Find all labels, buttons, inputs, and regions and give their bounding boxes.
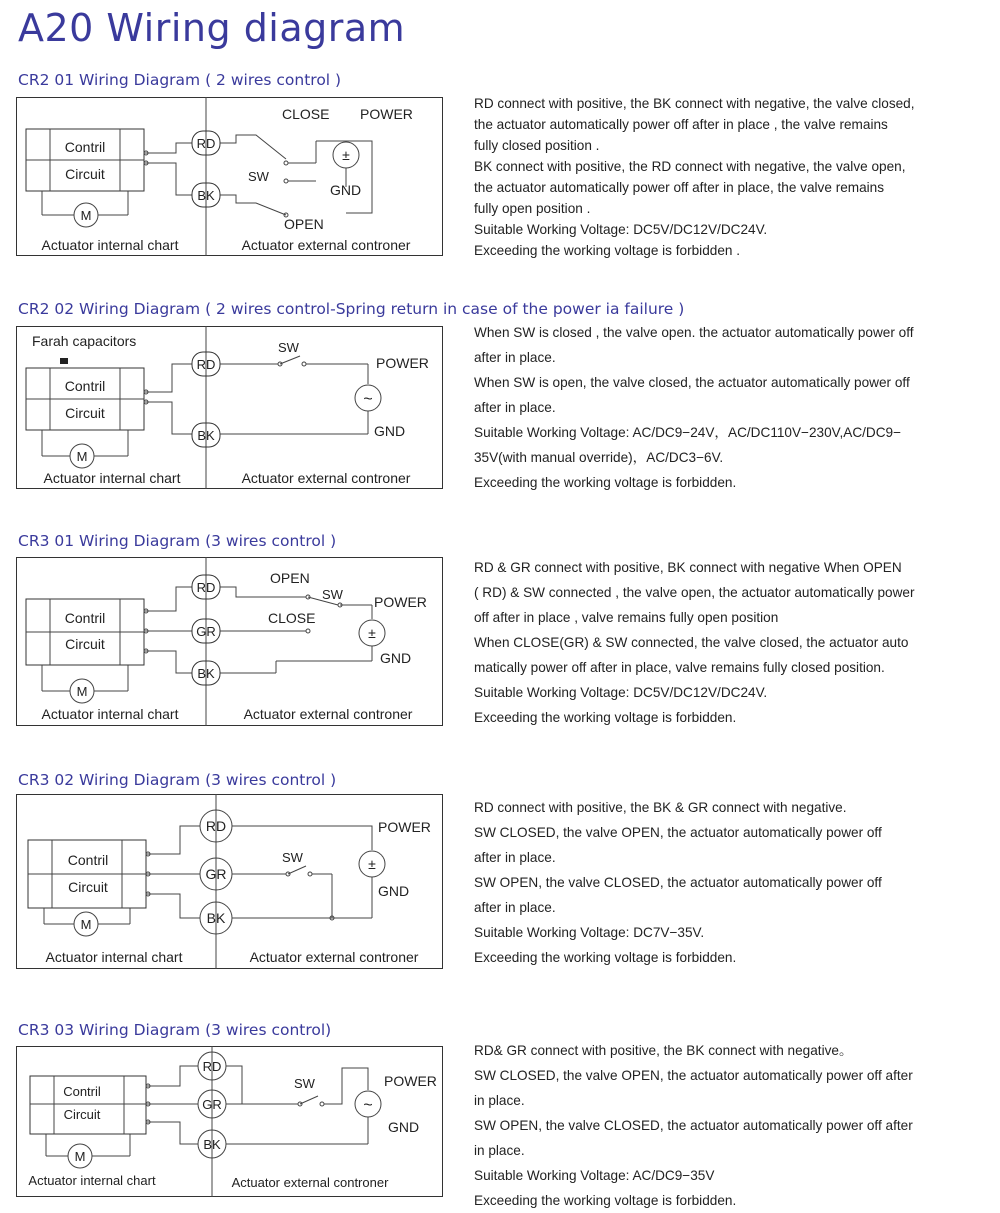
svg-text:±: ± — [368, 856, 376, 872]
section-title-cr3-02: CR3 02 Wiring Diagram (3 wires control ) — [18, 771, 337, 789]
external-controner-label: Actuator external controner — [241, 237, 411, 253]
svg-text:RD: RD — [196, 136, 216, 151]
external-controner-label: Actuator external controner — [243, 706, 413, 722]
description-cr3-03: RD& GR connect with positive, the BK connect with negative。 SW CLOSED, the valve OPEN, the actuator automatically power off after in place. SW OPEN, the valve CLOSED, the actuator automatically power off after in place. Suitable Working Voltage: AC/DC9−35V Exceeding the working voltage is forbidden. — [474, 1043, 913, 1208]
section-title-cr2-01: CR2 01 Wiring Diagram ( 2 wires control ) — [18, 71, 342, 89]
internal-chart-label: Actuator internal chart — [41, 706, 179, 722]
section-title-cr3-03: CR3 03 Wiring Diagram (3 wires control) — [18, 1021, 332, 1039]
circuit-label: Circuit — [65, 166, 105, 182]
close-label: CLOSE — [268, 610, 316, 626]
power-label: POWER — [378, 819, 431, 835]
motor-label: M — [76, 684, 88, 699]
svg-text:BK: BK — [197, 188, 215, 203]
control-label: Contril — [64, 378, 106, 394]
svg-text:RD: RD — [205, 818, 227, 834]
gnd-label: GND — [378, 883, 410, 899]
control-label: Contril — [63, 1084, 101, 1099]
open-label: OPEN — [270, 570, 310, 586]
diagram-cr2-02 — [16, 326, 444, 490]
switch-label: SW — [294, 1076, 315, 1091]
svg-text:BK: BK — [197, 428, 215, 443]
diagram-cr3-03 — [16, 1046, 444, 1198]
svg-text:BK: BK — [206, 910, 226, 926]
svg-text:BK: BK — [203, 1137, 221, 1152]
description-cr2-02: When SW is closed , the valve open. the actuator automatically power off after in place. When SW is open, the valve closed, the actuator automatically power off after in place. Suitable Working Voltage: AC/DC9−24V，AC/DC110V−230V,AC/DC9− 35V(with manual override)，AC/DC3−6V. Exceeding the working voltage is forbidden. — [474, 325, 914, 490]
svg-text:GR: GR — [205, 866, 227, 882]
switch-label: SW — [322, 587, 343, 602]
internal-chart-label: Actuator internal chart — [43, 470, 181, 486]
section-title-cr2-02: CR2 02 Wiring Diagram ( 2 wires control-Spring return in case of the power ia failure ) — [18, 300, 685, 318]
switch-label: SW — [248, 169, 269, 184]
circuit-label: Circuit — [65, 636, 105, 652]
circuit-label: Circuit — [68, 879, 108, 895]
close-label: CLOSE — [282, 106, 330, 122]
motor-label: M — [74, 1149, 86, 1164]
farah-capacitors-label: Farah capacitors — [32, 333, 137, 349]
svg-text:RD: RD — [196, 357, 216, 372]
external-controner-label: Actuator external controner — [249, 949, 419, 965]
external-controner-label: Actuator external controner — [231, 1175, 389, 1190]
svg-text:~: ~ — [363, 1097, 373, 1114]
capacitor-icon — [60, 358, 68, 364]
switch-label: SW — [278, 340, 299, 355]
power-label: POWER — [374, 594, 427, 610]
control-label: Contril — [67, 852, 109, 868]
switch-label: SW — [282, 850, 303, 865]
motor-label: M — [76, 449, 88, 464]
diagram-cr3-01 — [16, 557, 444, 727]
svg-text:GR: GR — [196, 624, 216, 639]
internal-chart-label: Actuator internal chart — [41, 237, 179, 253]
power-label: POWER — [376, 355, 429, 371]
circuit-label: Circuit — [63, 1107, 101, 1122]
diagram-cr3-02 — [16, 794, 444, 970]
svg-text:~: ~ — [363, 391, 373, 408]
svg-text:±: ± — [342, 147, 350, 163]
diagram-cr2-01 — [16, 97, 444, 257]
internal-chart-label: Actuator internal chart — [45, 949, 183, 965]
svg-text:RD: RD — [202, 1059, 222, 1074]
open-label: OPEN — [284, 216, 324, 232]
gnd-label: GND — [388, 1119, 420, 1135]
svg-text:BK: BK — [197, 666, 215, 681]
description-cr3-02: RD connect with positive, the BK & GR connect with negative. SW CLOSED, the valve OPEN, the actuator automatically power off after in place. SW OPEN, the valve CLOSED, the actuator automatically power off after in place. Suitable Working Voltage: DC7V−35V. Exceeding the working voltage is forbidden. — [474, 800, 882, 965]
internal-chart-label: Actuator internal chart — [28, 1173, 156, 1188]
svg-text:RD: RD — [196, 580, 216, 595]
motor-label: M — [80, 208, 92, 223]
control-label: Contril — [64, 610, 106, 626]
external-controner-label: Actuator external controner — [241, 470, 411, 486]
svg-text:GR: GR — [202, 1097, 222, 1112]
svg-text:±: ± — [368, 625, 376, 641]
motor-label: M — [80, 917, 92, 932]
power-label: POWER — [384, 1073, 437, 1089]
gnd-label: GND — [380, 650, 412, 666]
gnd-label: GND — [330, 182, 362, 198]
power-label: POWER — [360, 106, 413, 122]
page-title: A20 Wiring diagram — [18, 6, 406, 50]
gnd-label: GND — [374, 423, 406, 439]
circuit-label: Circuit — [65, 405, 105, 421]
section-title-cr3-01: CR3 01 Wiring Diagram (3 wires control ) — [18, 532, 337, 550]
description-cr2-01: RD connect with positive, the BK connect with negative, the valve closed, the actuator automatically power off after in place , the valve remains fully closed position . BK connect with positive, the RD connect with negative, the valve open, the actuator automatically power off after in place, the valve remains fully open position . Suitable Working Voltage: DC5V/DC12V/DC24V. Exceeding the working voltage is forbidden . — [474, 96, 915, 258]
description-cr3-01: RD & GR connect with positive, BK connect with negative When OPEN ( RD) & SW connected , the valve open, the actuator automatically power off after in place , valve remains fully open position When CLOSE(GR) & SW connected, the valve closed, the actuator auto matically power off after in place, valve remains fully closed position. Suitable Working Voltage: DC5V/DC12V/DC24V. Exceeding the working voltage is forbidden. — [474, 560, 915, 725]
control-label: Contril — [64, 139, 106, 155]
